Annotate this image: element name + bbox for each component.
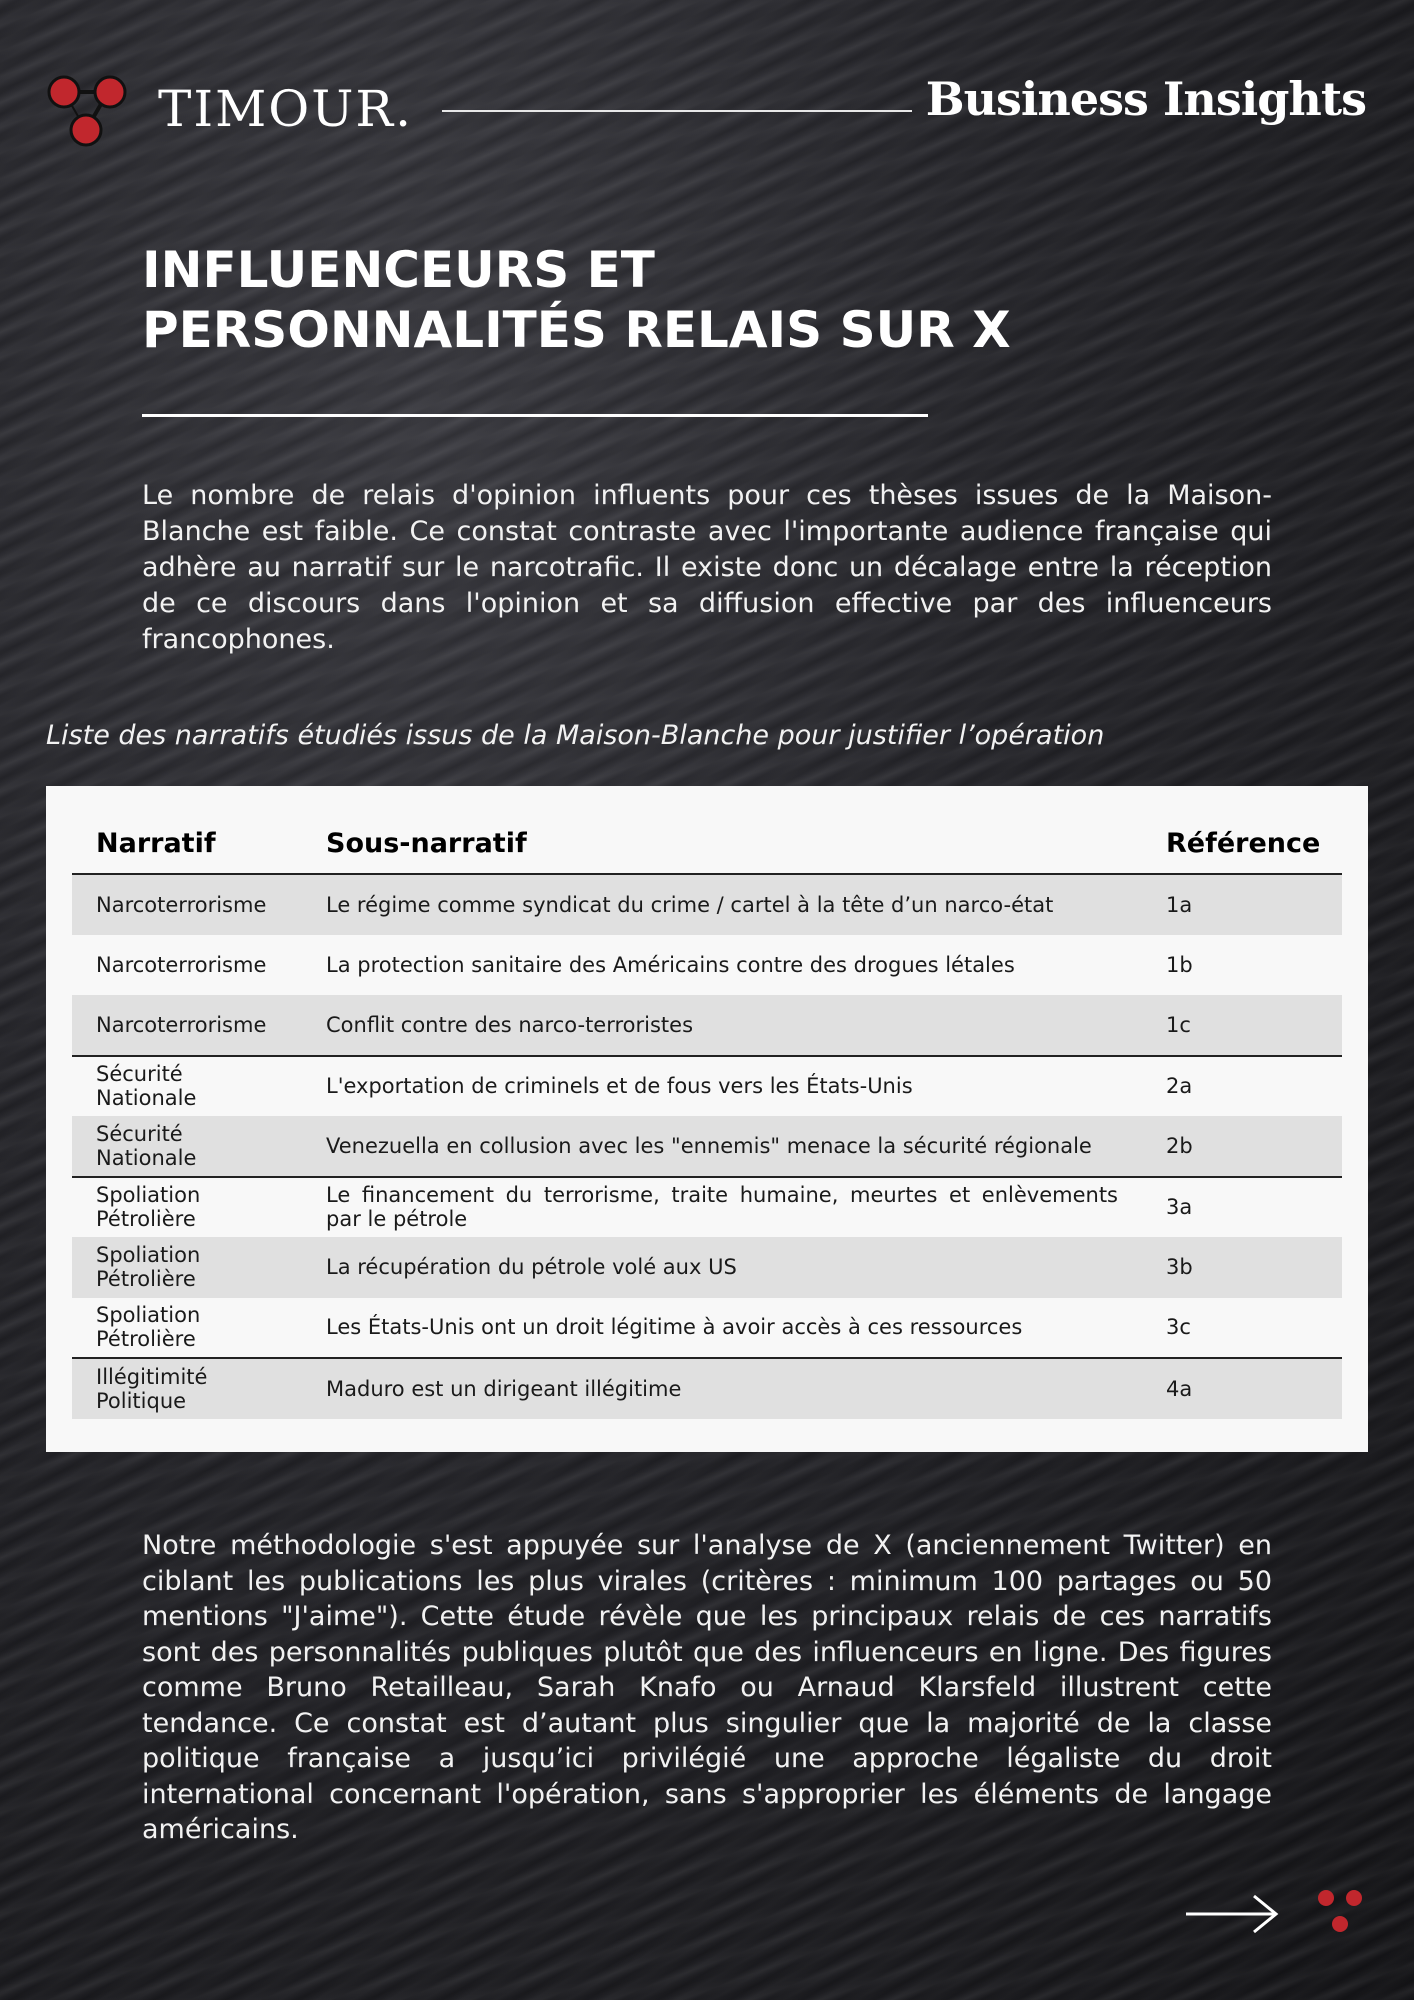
narratives-table <box>72 814 1342 1419</box>
table-row <box>72 874 1342 935</box>
header-divider <box>442 110 912 112</box>
cell-reference: 1a <box>1142 874 1342 935</box>
table-caption: Liste des narratifs étudiés issus de la Maison-Blanche pour justifier l’opération <box>46 720 1105 751</box>
cell-narratif: Sécurité Nationale <box>72 1116 302 1177</box>
table-header-row <box>72 814 1342 874</box>
page-title-line-1: INFLUENCEURS ET <box>142 241 655 299</box>
cell-narratif: Spoliation Pétrolière <box>96 1303 201 1352</box>
cell-narratif: Spoliation Pétrolière <box>72 1237 302 1298</box>
cell-sous-narratif: Les États-Unis ont un droit légitime à avoir accès à ces ressources <box>326 1315 1023 1340</box>
cell-sous-narratif: Le régime comme syndicat du crime / cartel à la tête d’un narco-état <box>302 874 1142 935</box>
table-row <box>72 1116 1342 1177</box>
cell-reference: 2b <box>1142 1116 1342 1177</box>
cell-sous-narratif: Le financement du terrorisme, traite humaine, meurtes et enlèvements par le pétrole <box>302 1177 1142 1238</box>
cell-narratif: Narcoterrorisme <box>96 952 267 977</box>
cell-narratif: Illégitimité Politique <box>72 1358 302 1419</box>
cell-narratif: Narcoterrorisme <box>72 874 302 935</box>
column-header-narratif: Narratif <box>72 814 302 874</box>
cell-reference: 2a <box>1142 1056 1342 1117</box>
arrow-right-icon[interactable] <box>1184 1892 1280 1936</box>
table-row <box>72 1298 1342 1359</box>
table-row <box>72 1177 1342 1238</box>
table-row <box>72 995 1342 1056</box>
cell-narratif: Sécurité Nationale <box>72 1056 302 1117</box>
cell-sous-narratif: Venezuella en collusion avec les "ennemis" menace la sécurité régionale <box>302 1116 1142 1177</box>
cell-reference: 3b <box>1142 1237 1342 1298</box>
brand-name: TIMOUR. <box>158 80 413 138</box>
column-header-reference: Référence <box>1142 814 1342 874</box>
table-row <box>72 1237 1342 1298</box>
cell-sous-narratif: La récupération du pétrole volé aux US <box>302 1237 1142 1298</box>
three-red-circles-logo-icon <box>46 72 130 150</box>
cell-reference: 3a <box>1142 1177 1342 1238</box>
page-title-line-2: PERSONNALITÉS RELAIS SUR X <box>142 301 1011 359</box>
cell-narratif: Spoliation Pétrolière <box>72 1177 302 1238</box>
cell-narratif: Narcoterrorisme <box>72 995 302 1056</box>
methodology-paragraph: Notre méthodologie s'est appuyée sur l'analyse de X (anciennement Twitter) en ciblant les publications les plus virales (critères : minimum 100 partages ou 50 mentions "J'aime"). Cette étude révèle que les principaux relais de ces narratifs sont des personnalités publiques plutôt que des influenceurs en ligne. Des figures comme Bruno Retailleau, Sarah Knafo ou Arnaud Klarsfeld illustrent cette tendance. Ce constat est d’autant plus singulier que la majorité de la classe politique française a jusqu’ici privilégié une approche légaliste du droit international concernant l'opération, sans s'approprier les éléments de langage américains. <box>142 1530 1272 1845</box>
cell-sous-narratif: L'exportation de criminels et de fous vers les États-Unis <box>302 1056 1142 1117</box>
cell-reference: 1c <box>1142 995 1342 1056</box>
cell-sous-narratif: La protection sanitaire des Américains contre des drogues létales <box>326 952 1015 977</box>
three-red-dots-icon <box>1316 1888 1364 1934</box>
table-row <box>72 1358 1342 1419</box>
cell-reference: 3c <box>1166 1315 1191 1340</box>
cell-sous-narratif: Conflit contre des narco-terroristes <box>302 995 1142 1056</box>
intro-paragraph: Le nombre de relais d'opinion influents pour ces thèses issues de la Maison-Blanche est faible. Ce constat contraste avec l'importante audience française qui adhère au narratif sur le narcotrafic. Il existe donc un décalage entre la réception de ce discours dans l'opinion et sa diffusion effective par des influenceurs francophones. <box>142 480 1272 655</box>
narratives-table-card <box>46 786 1368 1452</box>
cell-reference: 1b <box>1166 952 1193 977</box>
column-header-sous-narratif: Sous-narratif <box>302 814 1142 874</box>
table-row <box>72 1056 1342 1117</box>
table-row <box>72 935 1342 996</box>
page-title <box>142 240 1242 360</box>
cell-sous-narratif: Maduro est un dirigeant illégitime <box>302 1358 1142 1419</box>
title-underline <box>142 414 928 417</box>
section-title: Business Insights <box>925 72 1366 126</box>
cell-reference: 4a <box>1142 1358 1342 1419</box>
